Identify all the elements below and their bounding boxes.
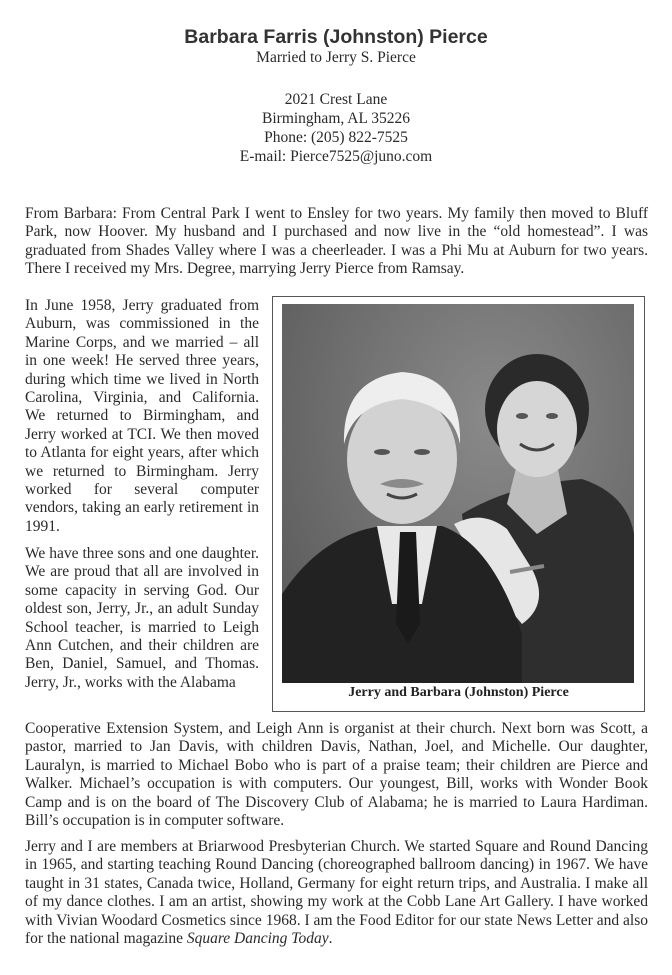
- phone-number: Phone: (205) 822-7525: [264, 129, 408, 146]
- church-text: Jerry and I are members at Briarwood Presbyterian Church. We started Square and Round Dancing in 1965, and starting teaching Round Dancing (choreographed ballroom dancing) in 1967. We have taught in 31 states, Canada twice, Holland, Germany for eight return trips, and Australia. I make all of my dance clothes. I am an artist, showing my work at the Cobb Lane Art Gallery. I have worked with Vivian Woodard Cosmetics since 1968. I am the Food Editor for our state News Letter and also for the national magazine: [25, 838, 648, 948]
- photo-caption: Jerry and Barbara (Johnston) Pierce: [348, 685, 569, 700]
- spouse-line: Married to Jerry S. Pierce: [256, 49, 416, 66]
- email-address: E-mail: Pierce7525@juno.com: [239, 148, 433, 165]
- paragraph-intro: From Barbara: From Central Park I went to Ensley for two years. My family then moved to Bluff Park, now Hoover. My husband and I purchased and now live in the “old homestead”. I was graduated from Shades Valley where I was a cheerleader. I was a Phi Mu at Auburn for two years. There I received my Mrs. Degree, marrying Jerry Pierce from Ramsay.: [25, 205, 648, 278]
- street-address: 2021 Crest Lane: [284, 91, 388, 108]
- magazine-title: Square Dancing Today: [186, 930, 329, 948]
- paragraph-marriage: In June 1958, Jerry graduated from Auburn, was commissioned in the Marine Corps, and we married – all in one week! He served three years, during which time we lived in North Carolina, Virginia, and California. We returned to Birmingham, and Jerry worked at TCI. We then moved to Atlanta for eight years, after which we returned to Birmingham. Jerry worked for several computer vendors, taking an early retirement in 1991.: [25, 297, 259, 535]
- document-header: [0, 26, 672, 166]
- contact-block: [0, 90, 672, 166]
- paragraph-children-part2: Cooperative Extension System, and Leigh Ann is organist at their church. Next born was Scott, a pastor, married to Jan Davis, with children Davis, Nathan, Joel, and Michelle. Our daughter, Lauralyn, is married to Michael Bobo who is part of a praise team; their children are Pierce and Walker. Michael’s occupation is with computers. Our youngest, Bill, works with Wonder Book Camp and is on the board of The Discovery Club of Alabama; he is married to Laura Hardiman. Bill’s occupation is in computer software.: [25, 720, 648, 830]
- portrait-illustration: [282, 304, 634, 683]
- period: .: [328, 930, 333, 948]
- paragraph-church-dancing: [25, 838, 648, 948]
- photo-frame: [272, 296, 645, 712]
- person-name: Barbara Farris (Johnston) Pierce: [184, 26, 488, 48]
- couple-portrait-photo: [282, 304, 634, 683]
- city-state-zip: Birmingham, AL 35226: [262, 110, 410, 127]
- paragraph-children-part1: We have three sons and one daughter. We are proud that all are involved in some capacity in serving God. Our oldest son, Jerry, Jr., an adult Sunday School teacher, is married to Leigh Ann Cutchen, and their children are Ben, Daniel, Samuel, and Thomas. Jerry, Jr., works with the Alabama: [25, 545, 259, 691]
